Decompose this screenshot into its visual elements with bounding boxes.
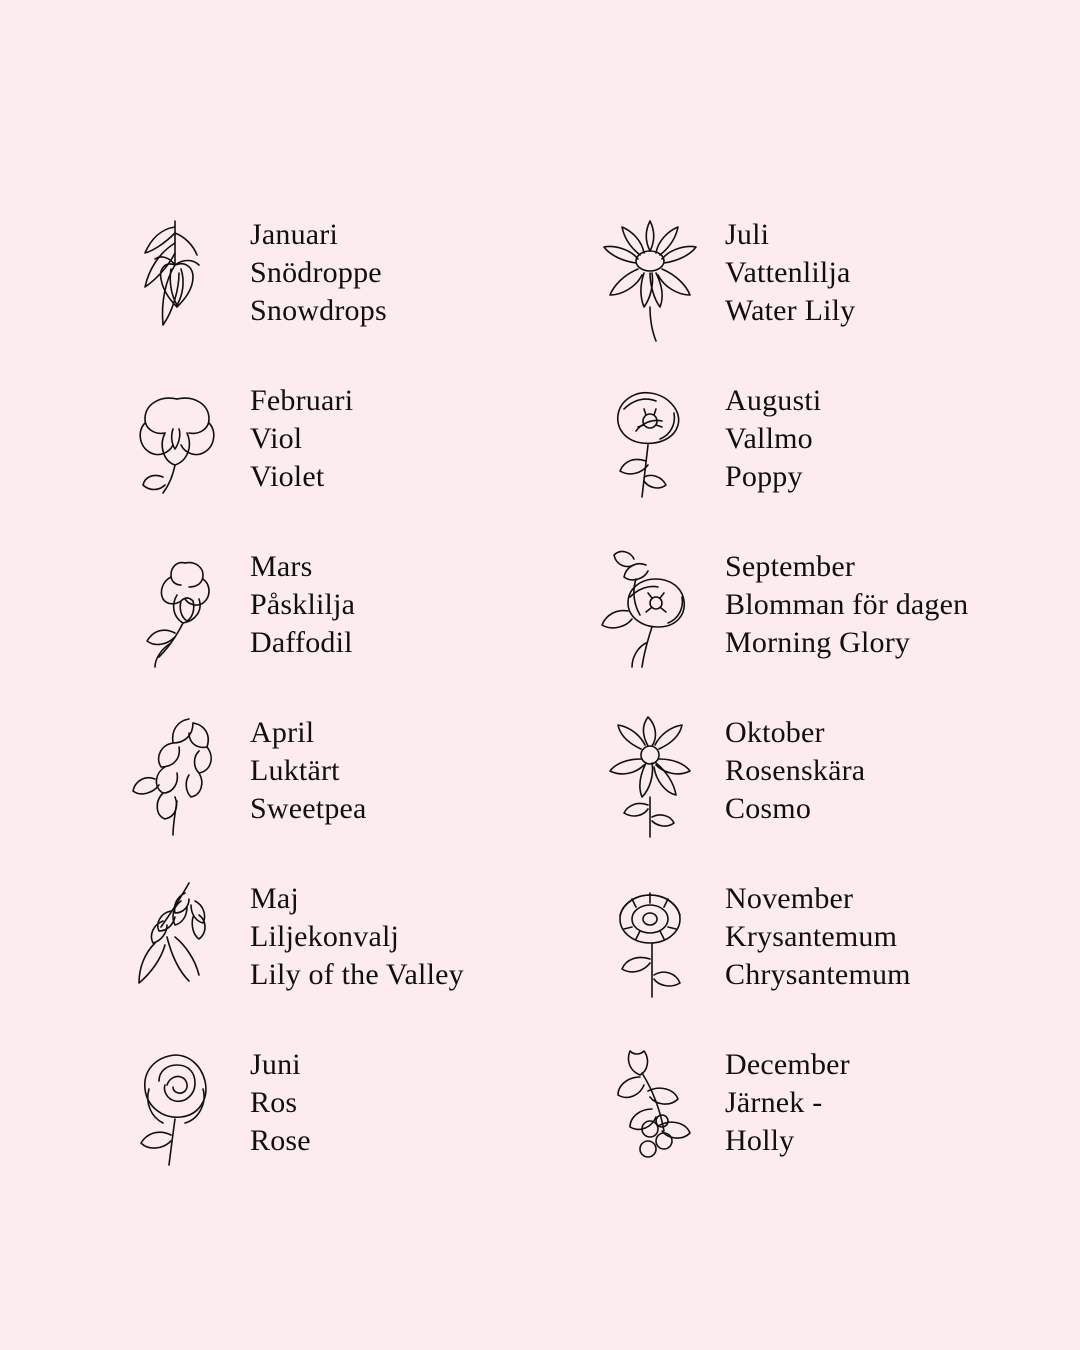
month-entry-labels — [240, 880, 464, 994]
month-entry-mars — [110, 522, 545, 688]
month-entry-augusti — [585, 356, 1020, 522]
flower-name-swedish: Ros — [250, 1086, 298, 1119]
month-name: Augusti — [725, 384, 822, 417]
chart-columns — [60, 190, 1020, 1186]
month-name: November — [725, 882, 854, 915]
flower-name-swedish: Liljekonvalj — [250, 920, 400, 953]
month-name: September — [725, 550, 856, 583]
month-entry-labels — [715, 714, 865, 828]
month-entry-februari — [110, 356, 545, 522]
month-entry-labels — [715, 216, 855, 330]
flower-name-english: Rose — [250, 1124, 311, 1157]
month-entry-juli — [585, 190, 1020, 356]
month-entry-november — [585, 854, 1020, 1020]
flower-name-swedish: Påsklilja — [250, 588, 356, 621]
morning-glory-flower-icon — [585, 530, 715, 680]
right-column — [585, 190, 1020, 1186]
month-name: Juni — [250, 1048, 301, 1081]
flower-name-swedish: Vallmo — [725, 422, 813, 455]
flower-name-english: Sweetpea — [250, 792, 367, 825]
month-entry-april — [110, 688, 545, 854]
month-entry-labels — [240, 382, 353, 496]
month-entry-september — [585, 522, 1020, 688]
month-name: Oktober — [725, 716, 825, 749]
flower-name-swedish: Snödroppe — [250, 256, 382, 289]
month-entry-labels — [240, 216, 387, 330]
month-entry-labels — [715, 880, 911, 994]
water-lily-flower-icon — [585, 198, 715, 348]
flower-name-swedish: Viol — [250, 422, 303, 455]
flower-name-english: Cosmo — [725, 792, 812, 825]
month-entry-labels — [715, 382, 821, 496]
month-name: Mars — [250, 550, 313, 583]
flower-name-english: Water Lily — [725, 294, 856, 327]
violet-flower-icon — [110, 364, 240, 514]
rose-flower-icon — [110, 1028, 240, 1178]
flower-name-swedish: Luktärt — [250, 754, 340, 787]
flower-name-english: Poppy — [725, 460, 803, 493]
flower-name-english: Morning Glory — [725, 626, 911, 659]
sweetpea-flower-icon — [110, 696, 240, 846]
flower-name-english: Snowdrops — [250, 294, 387, 327]
month-entry-juni — [110, 1020, 545, 1186]
month-name: Maj — [250, 882, 299, 915]
daffodil-flower-icon — [110, 530, 240, 680]
month-entry-labels — [240, 1046, 311, 1160]
flower-name-english: Holly — [725, 1124, 795, 1157]
holly-plant-icon — [585, 1028, 715, 1178]
month-entry-maj — [110, 854, 545, 1020]
flower-name-english: Chrysantemum — [725, 958, 911, 991]
flower-name-english: Lily of the Valley — [250, 958, 464, 991]
month-name: December — [725, 1048, 850, 1081]
chrysanthemum-flower-icon — [585, 862, 715, 1012]
flower-name-swedish: Vattenlilja — [725, 256, 851, 289]
month-name: Februari — [250, 384, 354, 417]
month-entry-labels — [240, 548, 355, 662]
left-column — [110, 190, 545, 1186]
month-entry-oktober — [585, 688, 1020, 854]
month-entry-labels — [715, 1046, 850, 1160]
cosmo-flower-icon — [585, 696, 715, 846]
month-name: Januari — [250, 218, 339, 251]
flower-name-swedish: Rosenskära — [725, 754, 866, 787]
month-entry-december — [585, 1020, 1020, 1186]
month-entry-labels — [715, 548, 968, 662]
flower-name-english: Daffodil — [250, 626, 353, 659]
flower-name-swedish: Järnek - — [725, 1086, 823, 1119]
flower-name-swedish: Krysantemum — [725, 920, 898, 953]
flower-name-english: Violet — [250, 460, 325, 493]
month-entry-labels — [240, 714, 367, 828]
month-name: Juli — [725, 218, 770, 251]
snowdrop-flower-icon — [110, 198, 240, 348]
poppy-flower-icon — [585, 364, 715, 514]
month-name: April — [250, 716, 315, 749]
flower-name-swedish: Blomman för dagen — [725, 588, 969, 621]
month-entry-januari — [110, 190, 545, 356]
lily-of-the-valley-flower-icon — [110, 862, 240, 1012]
